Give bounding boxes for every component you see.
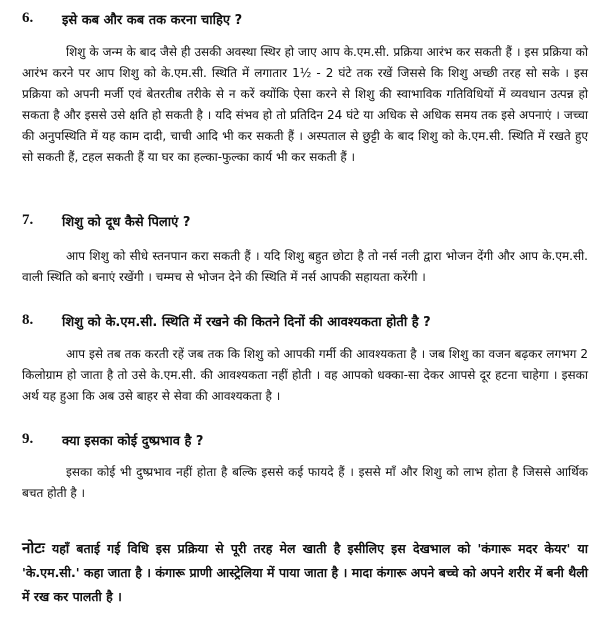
section-title: इसे कब और कब तक करना चाहिए ? (62, 13, 243, 28)
section-8-body: आप इसे तब तक करती रहें जब तक कि शिशु को आपकी गर्मी की आवश्यकता है । जब शिशु का वजन बढ़कर लगभग 2 किलोग्राम हो जाता है तो उसे के.एम.सी. की आवश्यकता नहीं होती । वह आपको धक्का-सा देकर आपसे दूर हटना चाहेगा । इसका अर्थ यह हुआ कि अब उसे बाहर से सेवा की आवश्यकता है । (22, 347, 588, 403)
section-number: 6. (22, 10, 34, 26)
section-number: 8. (22, 312, 34, 328)
section-7-body: आप शिशु को सीधे स्तनपान करा सकती हैं । यदि शिशु बहुत छोटा है तो नर्स नली द्वारा भोजन देंगी और आप के.एम.सी. वाली स्थिति को बनाएं रखेंगी । चम्मच से भोजन देने की स्थिति में नर्स आपकी सहायता करेंगी । (22, 249, 588, 284)
section-6-body: शिशु के जन्म के बाद जैसे ही उसकी अवस्था स्थिर हो जाए आप के.एम.सी. प्रक्रिया आरंभ कर सकती हैं । इस प्रक्रिया को आरंभ करने पर आप शिशु को के.एम.सी. स्थिति में लगातार 1½ - 2 घंटे तक रखें जिससे कि शिशु अच्छी तरह सो सके । इस प्रक्रिया को अपनी मर्जी एवं बेतरतीब तरीके से न करें क्योंकि ऐसा करने से शिशु की स्वाभाविक गतिविधियों में व्यवधान उत्पन्न हो सकता है और इससे उसे क्षति हो सकती है । यदि संभव हो तो प्रतिदिन 24 घंटे या अधिक से अधिक समय तक इसे अपनाएं । जच्चा की अनुपस्थिति में यह काम दादी, चाची आदि भी कर सकती हैं । अस्पताल से छुट्टी के बाद शिशु को के.एम.सी. स्थिति में रखते हुए सो सकती हैं, टहल सकती हैं या घर का हल्का-फुल्का कार्य भी कर सकती हैं । (22, 45, 588, 164)
section-title: शिशु को के.एम.सी. स्थिति में रखने की कितने दिनों की आवश्यकता होती है ? (62, 315, 431, 330)
note-label: नोटः (22, 539, 45, 557)
note-paragraph (22, 536, 588, 609)
note-text: यहाँ बताई गई विधि इस प्रक्रिया से पूरी तरह मेल खाती है इसीलिए इस देखभाल को 'कंगारू मदर केयर' या 'के.एम.सी.' कहा जाता है । कंगारू प्राणी आस्ट्रेलिया में पाया जाता है । मादा कंगारू अपने बच्चे को अपने शरीर में बनी थैली में रख कर पालती है । (22, 541, 589, 604)
section-title: क्या इसका कोई दुष्प्रभाव है ? (62, 434, 204, 449)
section-number: 9. (22, 431, 34, 447)
section-title: शिशु को दूध कैसे पिलाएं ? (62, 215, 191, 230)
section-number: 7. (22, 212, 34, 228)
section-9-body: इसका कोई भी दुष्प्रभाव नहीं होता है बल्कि इससे कई फायदे हैं । इससे माँ और शिशु को लाभ होता है जिससे आर्थिक बचत होती है । (22, 465, 588, 500)
